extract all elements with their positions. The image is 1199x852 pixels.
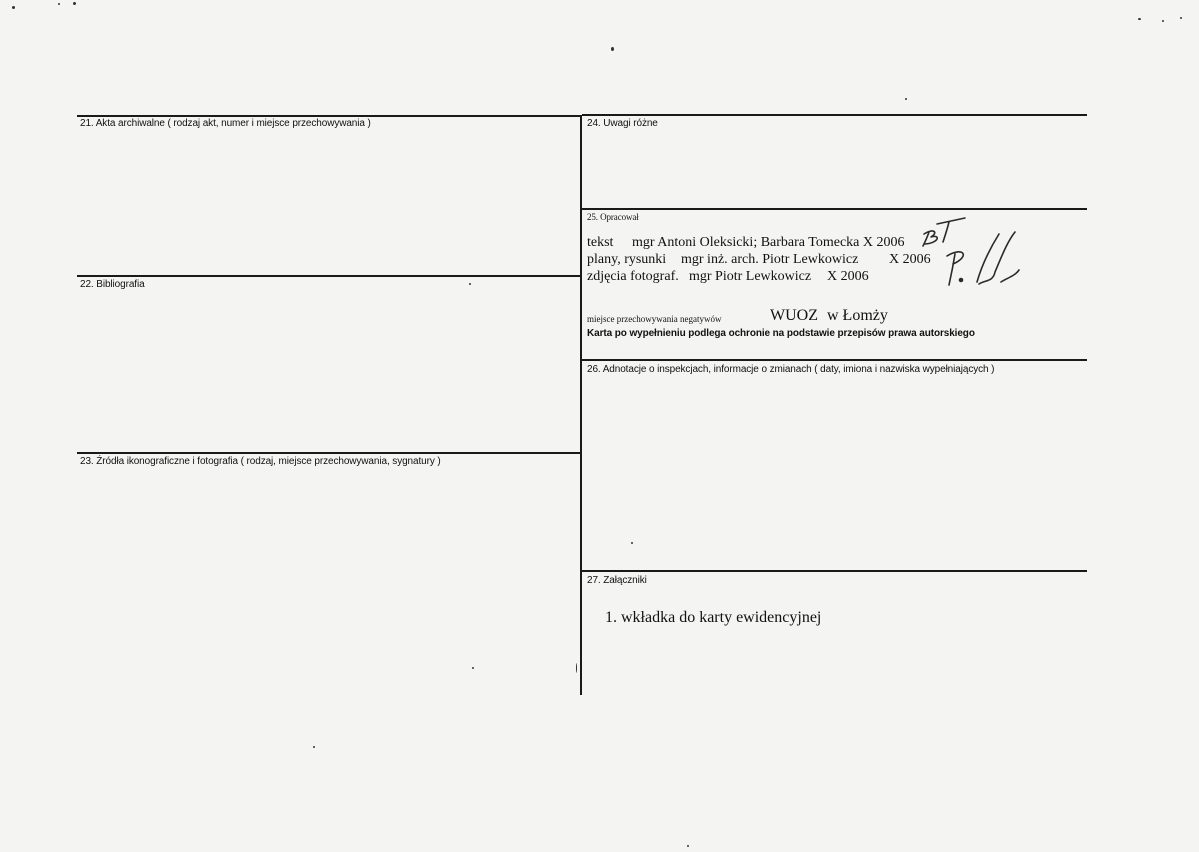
plany-label: plany, rysunki	[587, 252, 667, 267]
negatywy-org: WUOZ	[770, 307, 818, 324]
negatywy-label: miejsce przechowywania negatywów	[587, 314, 722, 324]
negatywy-city: w Łomży	[827, 307, 888, 324]
scan-speck	[469, 283, 471, 285]
handwritten-initials-signature	[915, 210, 1035, 295]
copyright-note: Karta po wypełnieniu podlega ochronie na podstawie przepisów prawa autorskiego	[587, 328, 975, 339]
attachment-item-1: 1. wkładka do karty ewidencyjnej	[605, 609, 822, 626]
section-21-label: 21. Akta archiwalne ( rodzaj akt, numer i miejsce przechowywania )	[80, 118, 371, 129]
section-25-label: 25. Opracował	[587, 212, 639, 222]
rule-section-22	[77, 275, 582, 277]
zdjecia-value: mgr Piotr Lewkowicz	[689, 269, 812, 284]
scan-speck	[472, 667, 474, 669]
plany-value: mgr inż. arch. Piotr Lewkowicz	[681, 252, 859, 267]
scan-speck	[12, 6, 15, 9]
tekst-label: tekst	[587, 235, 614, 250]
plany-date: X 2006	[889, 252, 931, 267]
section-23-label: 23. Źródła ikonograficzne i fotografia ( rodzaj, miejsce przechowywania, sygnatury )	[80, 456, 441, 467]
center-divider	[580, 115, 582, 695]
rule-section-26	[582, 359, 1087, 361]
scan-speck	[313, 746, 315, 748]
scan-speck	[1180, 17, 1182, 19]
zdjecia-label: zdjęcia fotograf.	[587, 269, 679, 284]
scan-speck	[576, 663, 577, 673]
zdjecia-date: X 2006	[827, 269, 869, 284]
rule-section-23	[77, 452, 582, 454]
scan-speck	[1138, 18, 1141, 20]
section-27-label: 27. Załączniki	[587, 575, 647, 586]
scan-speck	[631, 542, 633, 544]
top-rule-right	[582, 114, 1087, 116]
scan-speck	[58, 3, 60, 5]
rule-section-27	[582, 570, 1087, 572]
scan-speck	[73, 2, 76, 5]
section-22-label: 22. Bibliografia	[80, 279, 145, 290]
scan-speck	[611, 47, 614, 51]
tekst-value: mgr Antoni Oleksicki; Barbara Tomecka X 2006	[632, 235, 905, 250]
scan-speck	[687, 845, 689, 847]
scan-speck	[1162, 20, 1164, 22]
top-rule-left	[77, 115, 582, 117]
section-26-label: 26. Adnotacje o inspekcjach, informacje o zmianach ( daty, imiona i nazwiska wypełniających )	[587, 364, 995, 375]
section-24-label: 24. Uwagi różne	[587, 118, 658, 129]
scan-speck	[905, 98, 907, 100]
